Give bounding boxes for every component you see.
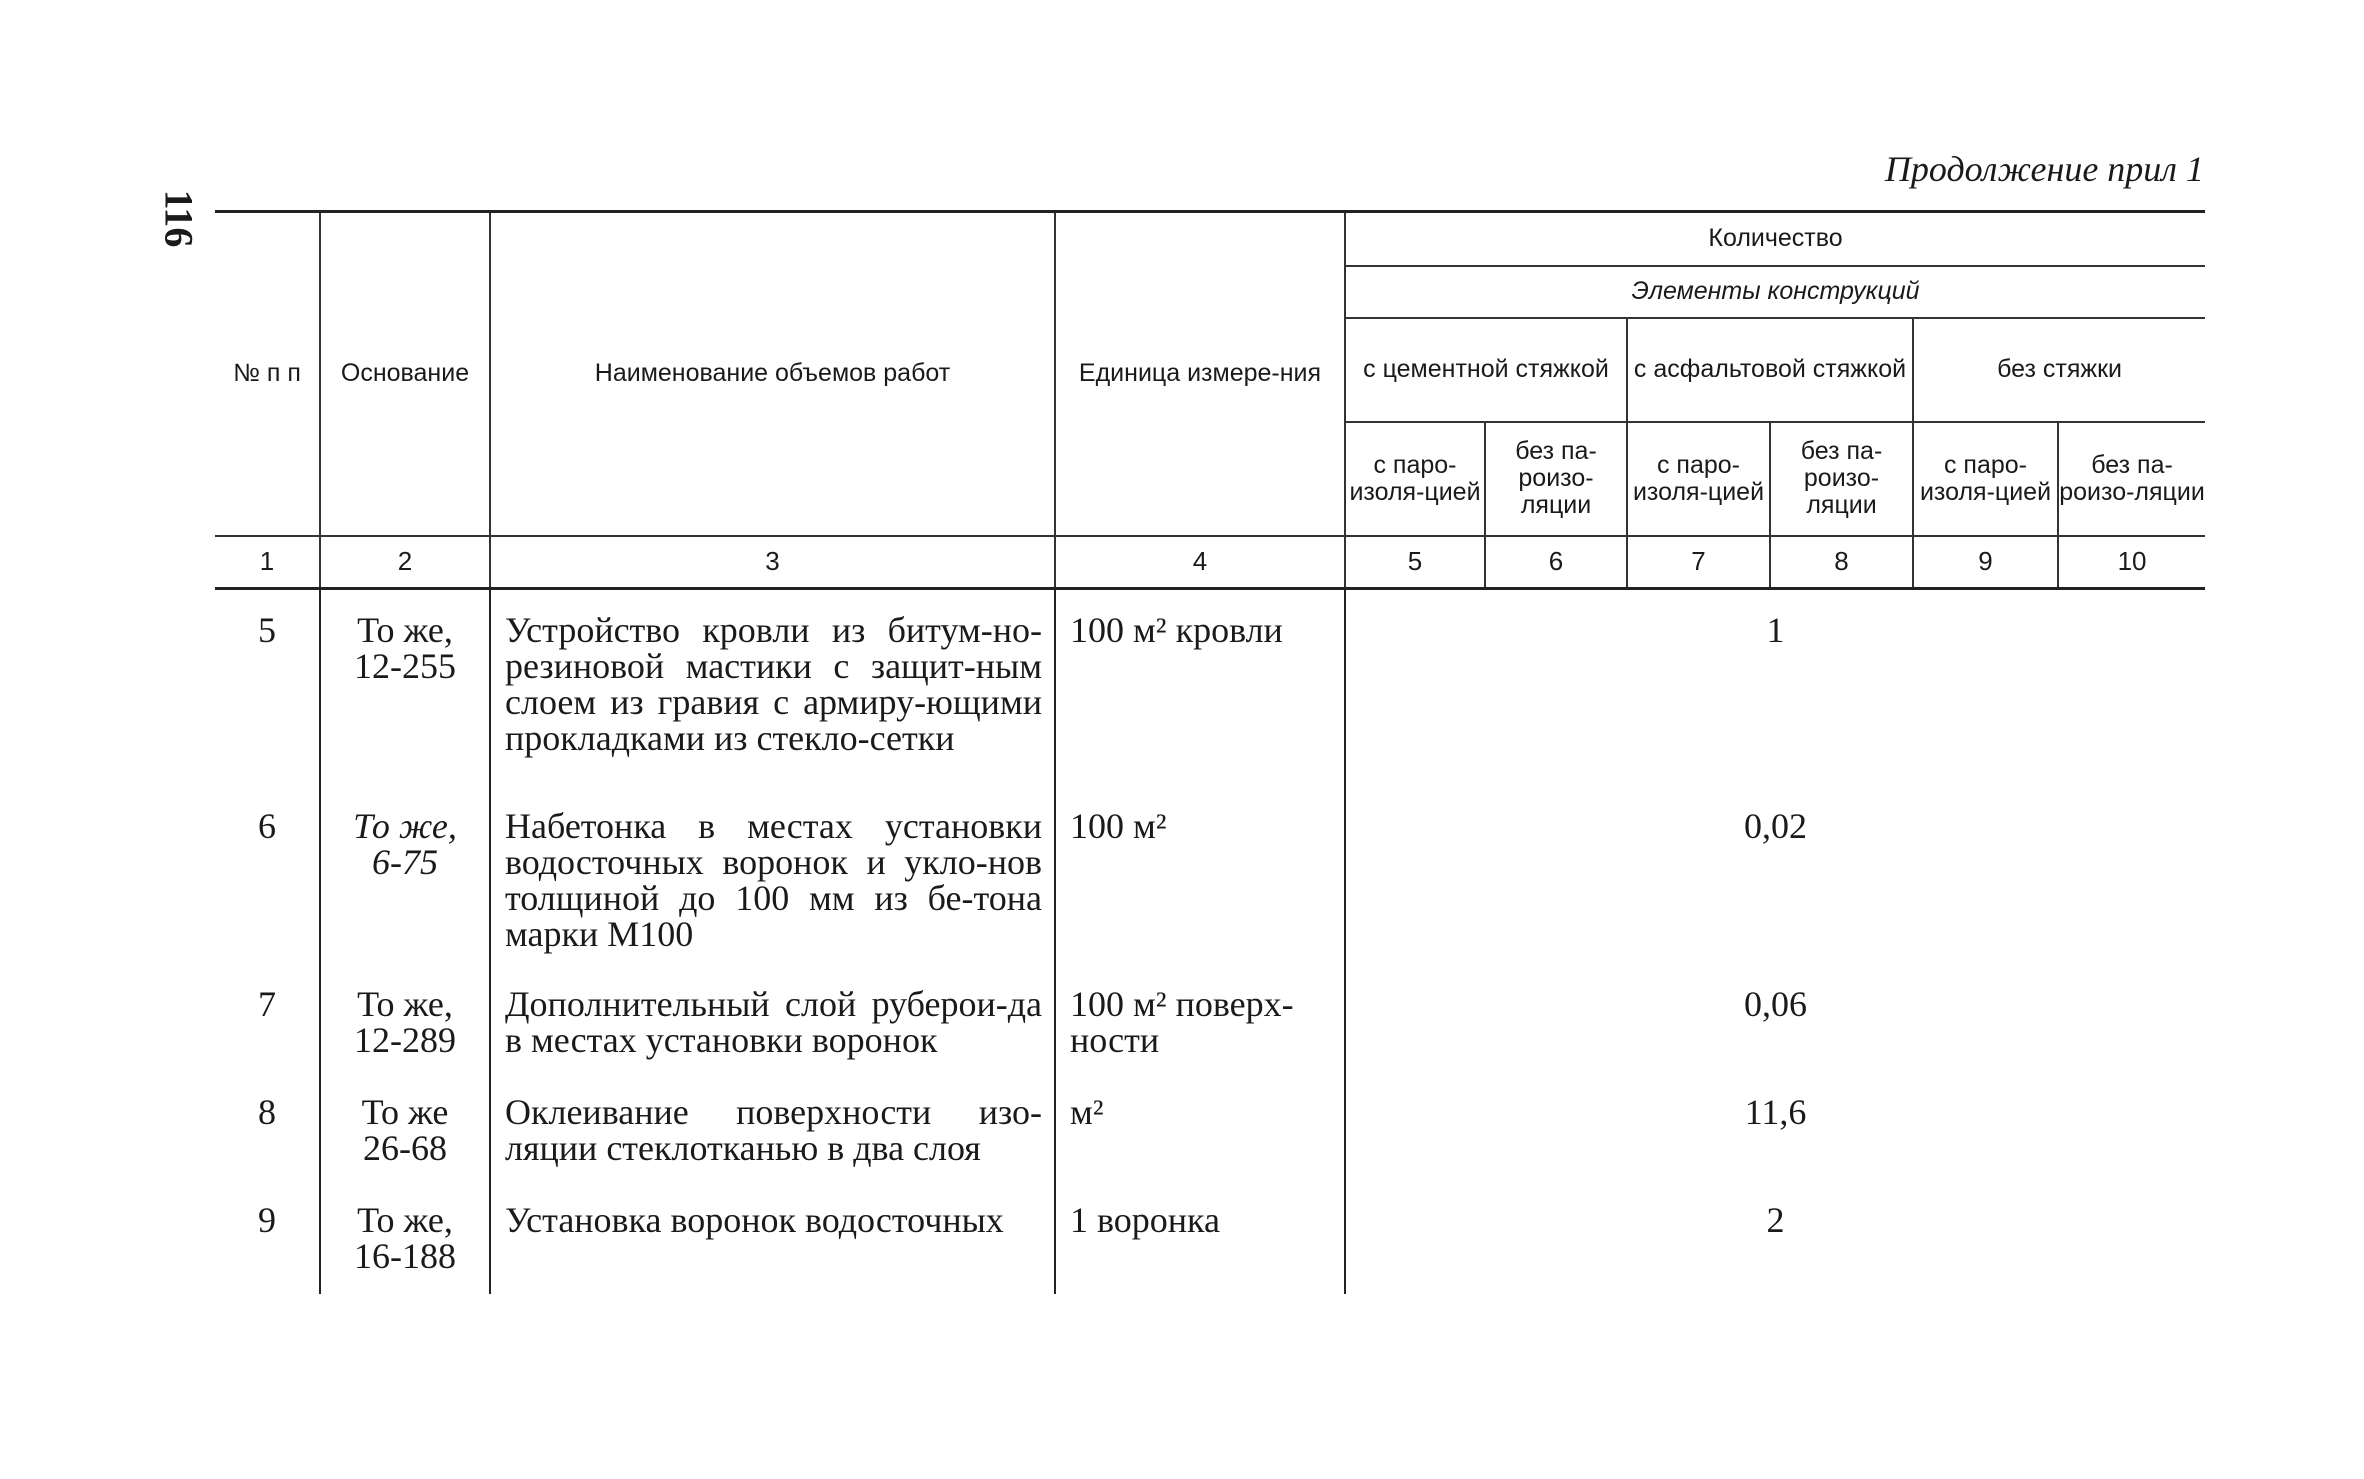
header-group-asphalt: с асфальтовой стяжкой <box>1627 318 1913 422</box>
column-number-9: 9 <box>1913 536 2058 589</box>
page-number: 116 <box>156 189 202 248</box>
header-sub-10: без па-роизо-ляции <box>2058 422 2205 536</box>
column-number-6: 6 <box>1485 536 1627 589</box>
row-basis-code: 6-75 <box>372 841 438 882</box>
header-basis: Основание <box>320 212 490 536</box>
header-num: № п п <box>215 212 320 536</box>
row-num: 7 <box>258 983 276 1024</box>
header-unit: Единица измере-ния <box>1055 212 1345 536</box>
row-basis-line: То же, <box>357 609 453 650</box>
row-work: Установка воронок водосточных <box>490 1202 1055 1294</box>
row-num: 6 <box>258 805 276 846</box>
row-basis <box>320 805 490 986</box>
row-quantity: 2 <box>1345 1202 2205 1294</box>
row-basis-code: 26-68 <box>363 1127 447 1168</box>
row-unit: 1 воронка <box>1055 1202 1345 1294</box>
column-number-8: 8 <box>1770 536 1913 589</box>
column-number-2: 2 <box>320 536 490 589</box>
row-unit: 100 м² <box>1055 808 1345 986</box>
continuation-label: Продолжение прил 1 <box>1884 149 2204 189</box>
table-row <box>215 808 2205 986</box>
row-basis <box>320 1199 490 1294</box>
row-quantity: 1 <box>1345 588 2205 808</box>
row-basis-line: То же, <box>353 805 457 846</box>
header-sub-9: с паро-изоля-цией <box>1913 422 2058 536</box>
row-work: Устройство кровли из битум-но-резиновой мастики с защит-ным слоем из гравия с армиру-ющими прокладками из стекло-сетки <box>490 588 1055 808</box>
header-group-cement: с цементной стяжкой <box>1345 318 1627 422</box>
row-work: Дополнительный слой руберои-да в местах установки воронок <box>490 986 1055 1094</box>
row-quantity: 11,6 <box>1345 1094 2205 1202</box>
row-unit: 100 м² кровли <box>1055 588 1345 808</box>
row-work: Оклеивание поверхности изо-ляции стеклотканью в два слоя <box>490 1094 1055 1202</box>
row-basis-code: 12-255 <box>354 645 456 686</box>
row-unit: 100 м² поверх-ности <box>1055 986 1345 1094</box>
column-number-3: 3 <box>490 536 1055 589</box>
work-table <box>215 210 2205 1294</box>
column-number-10: 10 <box>2058 536 2205 589</box>
header-sub-6: без па-роизо-ляции <box>1485 422 1627 536</box>
row-work: Набетонка в местах установки водосточных воронок и укло-нов толщиной до 100 мм из бе-тона марки М100 <box>490 808 1055 986</box>
row-quantity: 0,02 <box>1345 808 2205 986</box>
row-basis-code: 16-188 <box>354 1235 456 1276</box>
table-row <box>215 986 2205 1094</box>
row-basis <box>320 1091 490 1202</box>
row-unit: м² <box>1055 1094 1345 1202</box>
table-row <box>215 588 2205 808</box>
row-basis-line: То же, <box>357 1199 453 1240</box>
header-elements: Элементы конструкций <box>1345 266 2205 318</box>
column-number-4: 4 <box>1055 536 1345 589</box>
header-group-none: без стяжки <box>1913 318 2205 422</box>
row-num: 5 <box>258 609 276 650</box>
row-basis <box>320 983 490 1094</box>
column-number-5: 5 <box>1345 536 1485 589</box>
row-basis <box>320 588 490 808</box>
table-row <box>215 1094 2205 1202</box>
header-sub-7: с паро-изоля-цией <box>1627 422 1770 536</box>
header-quantity: Количество <box>1345 212 2205 266</box>
row-num: 8 <box>258 1091 276 1132</box>
header-work: Наименование объемов работ <box>490 212 1055 536</box>
row-basis-line: То же <box>361 1091 449 1132</box>
column-number-1: 1 <box>215 536 320 589</box>
table-row <box>215 1202 2205 1294</box>
row-basis-code: 12-289 <box>354 1019 456 1060</box>
column-number-7: 7 <box>1627 536 1770 589</box>
row-num: 9 <box>258 1199 276 1240</box>
row-quantity: 0,06 <box>1345 986 2205 1094</box>
header-sub-8: без па-роизо-ляции <box>1770 422 1913 536</box>
header-sub-5: с паро-изоля-цией <box>1345 422 1485 536</box>
row-basis-line: То же, <box>357 983 453 1024</box>
